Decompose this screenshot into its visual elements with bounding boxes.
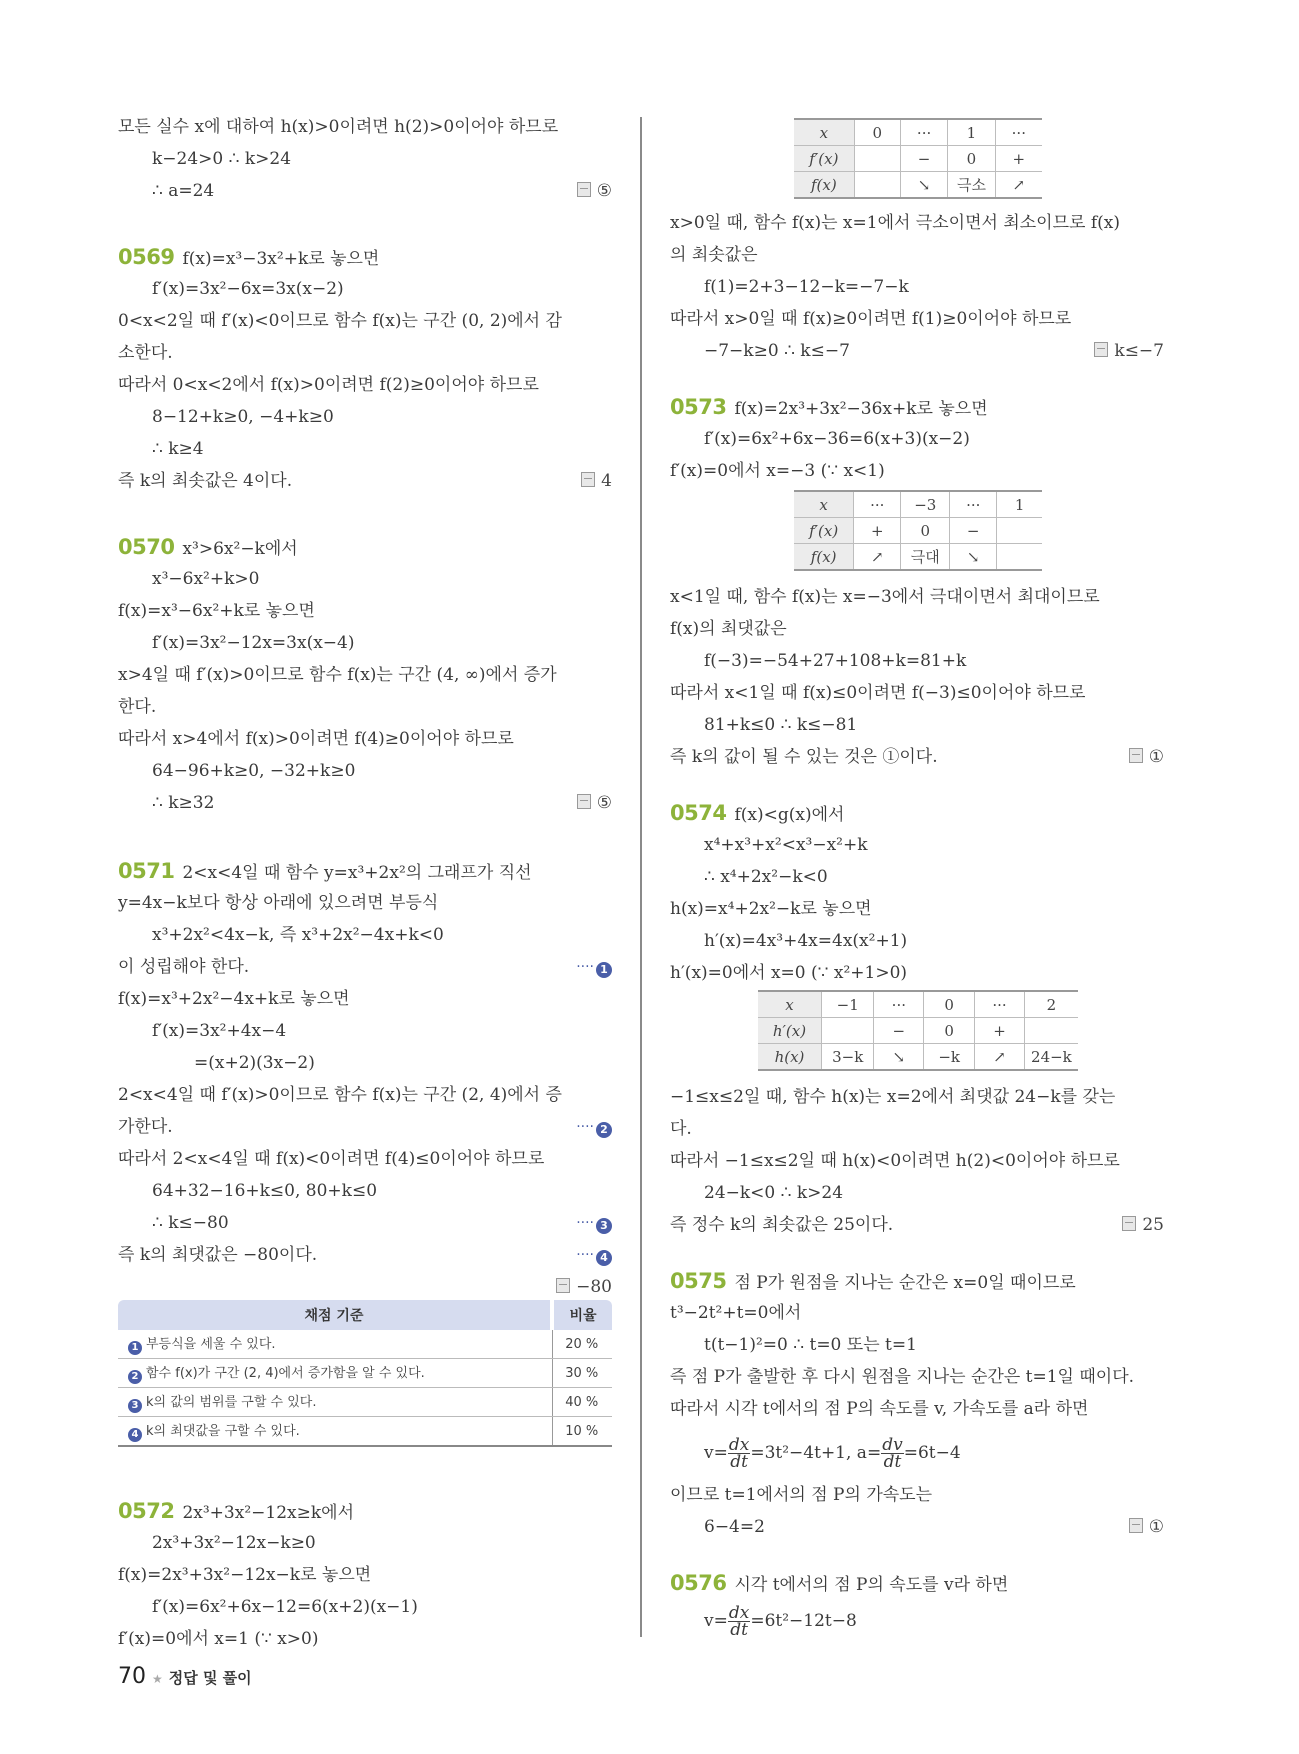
step-2-icon: 2 [128, 1370, 142, 1384]
text-line: 의 최솟값은 [670, 245, 758, 265]
variation-table-0573: x ··· −3 ··· 1 f′(x) + 0 − f(x) ↗ 극대 ↘ [794, 490, 1042, 571]
text-line: f(−3)=−54+27+108+k=81+k [704, 651, 967, 671]
answer-icon [577, 794, 591, 809]
step-marker-3: ···· 3 [576, 1212, 612, 1234]
text-line: f′(x)=0에서 x=−3 (∵ x<1) [670, 461, 885, 481]
text-line: x<1일 때, 함수 f(x)는 x=−3에서 극대이면서 최대이므로 [670, 587, 1100, 607]
problem-number: 0574 [670, 801, 727, 825]
text-line: 2x³+3x²−12x−k≥0 [152, 1533, 316, 1553]
answer-badge: −80 [556, 1276, 612, 1298]
text-line: x³+2x²<4x−k, 즉 x³+2x²−4x+k<0 [152, 925, 444, 945]
problem-number: 0570 [118, 535, 175, 559]
grading-criteria-table [118, 1300, 612, 1447]
text-line: 64−96+k≥0, −32+k≥0 [152, 761, 356, 781]
text-line: f(1)=2+3−12−k=−7−k [704, 277, 909, 297]
fraction: $\frac{dv}{dt}$ [882, 1435, 903, 1472]
text-line: 따라서 0<x<2에서 f(x)>0이려면 f(2)≥0이어야 하므로 [118, 375, 539, 395]
text-line: h(x)=x⁴+2x²−k로 놓으면 [670, 899, 872, 919]
text-line: 이 성립해야 한다. [118, 957, 250, 977]
grading-row: 2 함수 f(x)가 구간 (2, 4)에서 증가함을 알 수 있다. 30 % [118, 1359, 612, 1388]
problem-number: 0572 [118, 1499, 175, 1523]
text-line: 8−12+k≥0, −4+k≥0 [152, 407, 334, 427]
text-line: f′(x)=3x²−6x=3x(x−2) [152, 279, 344, 299]
text-line: f′(x)=6x²+6x−12=6(x+2)(x−1) [152, 1597, 418, 1617]
answer-icon [1129, 748, 1143, 763]
text-line: =(x+2)(3x−2) [194, 1053, 315, 1073]
problem-0570: 0570 x³>6x²−k에서 [118, 535, 298, 559]
page-number: 70 [118, 1664, 146, 1689]
text-line: 64+32−16+k≤0, 80+k≤0 [152, 1181, 378, 1201]
text-line: 따라서 x<1일 때 f(x)≤0이려면 f(−3)≤0이어야 하므로 [670, 683, 1086, 703]
problem-number: 0573 [670, 395, 727, 419]
text-line: 따라서 x>0일 때 f(x)≥0이려면 f(1)≥0이어야 하므로 [670, 309, 1072, 329]
answer-badge: 25 [1122, 1214, 1164, 1236]
problem-0575: 0575 점 P가 원점을 지나는 순간은 x=0일 때이므로 [670, 1269, 1076, 1293]
text-line: f′(x)=3x²−12x=3x(x−4) [152, 633, 355, 653]
text-line: 6−4=2 [704, 1517, 765, 1537]
text-line: 소한다. [118, 343, 173, 363]
text-line: x>4일 때 f′(x)>0이므로 함수 f(x)는 구간 (4, ∞)에서 증가 [118, 665, 557, 685]
grading-row: 1 부등식을 세울 수 있다. 20 % [118, 1330, 612, 1359]
text-line: 즉 정수 k의 최솟값은 25이다. [670, 1215, 894, 1235]
problem-0572: 0572 2x³+3x²−12x≥k에서 [118, 1499, 354, 1523]
text-line: 이므로 t=1에서의 점 P의 가속도는 [670, 1485, 933, 1505]
answer-icon [1122, 1216, 1136, 1231]
text-line: ∴ k≥4 [152, 439, 204, 459]
answer-badge: k≤−7 [1094, 340, 1164, 362]
text-line: x>0일 때, 함수 f(x)는 x=1에서 극소이면서 최소이므로 f(x) [670, 213, 1120, 233]
text-line: −7−k≥0 ∴ k≤−7 [704, 341, 850, 361]
text-line: y=4x−k보다 항상 아래에 있으려면 부등식 [118, 893, 439, 913]
section-label: 정답 및 풀이 [168, 1669, 252, 1687]
grading-row: 3 k의 값의 범위를 구할 수 있다. 40 % [118, 1388, 612, 1417]
text-line: 한다. [118, 697, 157, 717]
text-line: f′(x)=0에서 x=1 (∵ x>0) [118, 1629, 319, 1649]
text-line: f(x)=2x³+3x²−12x−k로 놓으면 [118, 1565, 372, 1585]
text-line: t(t−1)²=0 ∴ t=0 또는 t=1 [704, 1335, 917, 1355]
text-line: ∴ a=24 [152, 181, 215, 201]
text-line: x⁴+x³+x²<x³−x²+k [704, 835, 868, 855]
column-divider [640, 117, 642, 1637]
text-line: h′(x)=4x³+4x=4x(x²+1) [704, 931, 908, 951]
text-line: f′(x)=6x²+6x−36=6(x+3)(x−2) [704, 429, 970, 449]
text-line: 81+k≤0 ∴ k≤−81 [704, 715, 858, 735]
answer-icon [577, 182, 591, 197]
answer-badge: ⑤ [577, 180, 612, 202]
page-footer [118, 1664, 252, 1689]
grading-header-ratio: 비율 [552, 1300, 612, 1330]
problem-number: 0575 [670, 1269, 727, 1293]
grading-header-criteria: 채점 기준 [118, 1300, 552, 1330]
step-marker-4: ···· 4 [576, 1244, 612, 1266]
answer-badge: ① [1129, 1516, 1164, 1538]
step-3-icon: 3 [128, 1399, 142, 1413]
text-line: 즉 k의 값이 될 수 있는 것은 ①이다. [670, 747, 938, 767]
text-line: f(x)=x³+2x²−4x+k로 놓으면 [118, 989, 350, 1009]
step-4-icon: 4 [128, 1428, 142, 1442]
text-line: 따라서 2<x<4일 때 f(x)<0이려면 f(4)≤0이어야 하므로 [118, 1149, 545, 1169]
text-line: f(x)=x³−6x²+k로 놓으면 [118, 601, 315, 621]
text-line: 즉 점 P가 출발한 후 다시 원점을 지나는 순간은 t=1일 때이다. [670, 1367, 1135, 1387]
answer-icon [581, 472, 595, 487]
text-line: 0<x<2일 때 f′(x)<0이므로 함수 f(x)는 구간 (0, 2)에서 감 [118, 311, 562, 331]
problem-number: 0569 [118, 245, 175, 269]
text-line: 따라서 −1≤x≤2일 때 h(x)<0이려면 h(2)<0이어야 하므로 [670, 1151, 1120, 1171]
answer-icon [1094, 342, 1108, 357]
velocity-formula: v= $\frac{dx}{dt}$ =6t²−12t−8 [704, 1603, 857, 1640]
answer-badge: ① [1129, 746, 1164, 768]
answer-badge: ⑤ [577, 792, 612, 814]
text-line: 2<x<4일 때 f′(x)>0이므로 함수 f(x)는 구간 (2, 4)에서 증 [118, 1085, 562, 1105]
velocity-formula: v= $\frac{dx}{dt}$ =3t²−4t+1, a= $\frac{dv}{dt}$ =6t−4 [704, 1435, 961, 1472]
text-line: f′(x)=3x²+4x−4 [152, 1021, 287, 1041]
problem-number: 0576 [670, 1571, 727, 1595]
answer-badge: 4 [581, 470, 612, 492]
problem-0576: 0576 시각 t에서의 점 P의 속도를 v라 하면 [670, 1571, 1009, 1595]
text-line: 모든 실수 x에 대하여 h(x)>0이려면 h(2)>0이어야 하므로 [118, 117, 559, 137]
step-1-icon: 1 [128, 1341, 142, 1355]
problem-0574: 0574 f(x)<g(x)에서 [670, 801, 845, 825]
text-line: t³−2t²+t=0에서 [670, 1303, 802, 1323]
fraction: $\frac{dx}{dt}$ [728, 1435, 750, 1472]
text-line: ∴ x⁴+2x²−k<0 [704, 867, 828, 887]
text-line: 따라서 시각 t에서의 점 P의 속도를 v, 가속도를 a라 하면 [670, 1399, 1089, 1419]
fraction: $\frac{dx}{dt}$ [728, 1603, 750, 1640]
text-line: x³−6x²+k>0 [152, 569, 260, 589]
problem-0569: 0569 f(x)=x³−3x²+k로 놓으면 [118, 245, 380, 269]
variation-table-0572: x 0 ··· 1 ··· f′(x) − 0 + f(x) ↘ 극소 ↗ [794, 118, 1042, 199]
answer-icon [556, 1278, 570, 1293]
text-line: 다. [670, 1119, 692, 1139]
text-line: h′(x)=0에서 x=0 (∵ x²+1>0) [670, 963, 908, 983]
problem-0573: 0573 f(x)=2x³+3x²−36x+k로 놓으면 [670, 395, 988, 419]
problem-number: 0571 [118, 859, 175, 883]
problem-0571: 0571 2<x<4일 때 함수 y=x³+2x²의 그래프가 직선 [118, 859, 532, 883]
text-line: −1≤x≤2일 때, 함수 h(x)는 x=2에서 최댓값 24−k를 갖는 [670, 1087, 1116, 1107]
text-line: 즉 k의 최댓값은 −80이다. [118, 1245, 318, 1265]
step-marker-1: ···· 1 [576, 956, 612, 978]
text-line: 가한다. [118, 1117, 173, 1137]
text-line: ∴ k≥32 [152, 793, 215, 813]
star-icon: ★ [152, 1672, 163, 1686]
text-line: ∴ k≤−80 [152, 1213, 229, 1233]
text-line: 따라서 x>4에서 f(x)>0이려면 f(4)≥0이어야 하므로 [118, 729, 514, 749]
text-line: 즉 k의 최솟값은 4이다. [118, 471, 293, 491]
text-line: 24−k<0 ∴ k>24 [704, 1183, 844, 1203]
grading-row: 4 k의 최댓값을 구할 수 있다. 10 % [118, 1417, 612, 1447]
answer-icon [1129, 1518, 1143, 1533]
step-marker-2: ···· 2 [576, 1116, 612, 1138]
text-line: k−24>0 ∴ k>24 [152, 149, 292, 169]
variation-table-0574: x −1 ··· 0 ··· 2 h′(x) − 0 + h(x) 3−k ↘ −k ↗ 24−k [758, 990, 1078, 1071]
text-line: f(x)의 최댓값은 [670, 619, 787, 639]
